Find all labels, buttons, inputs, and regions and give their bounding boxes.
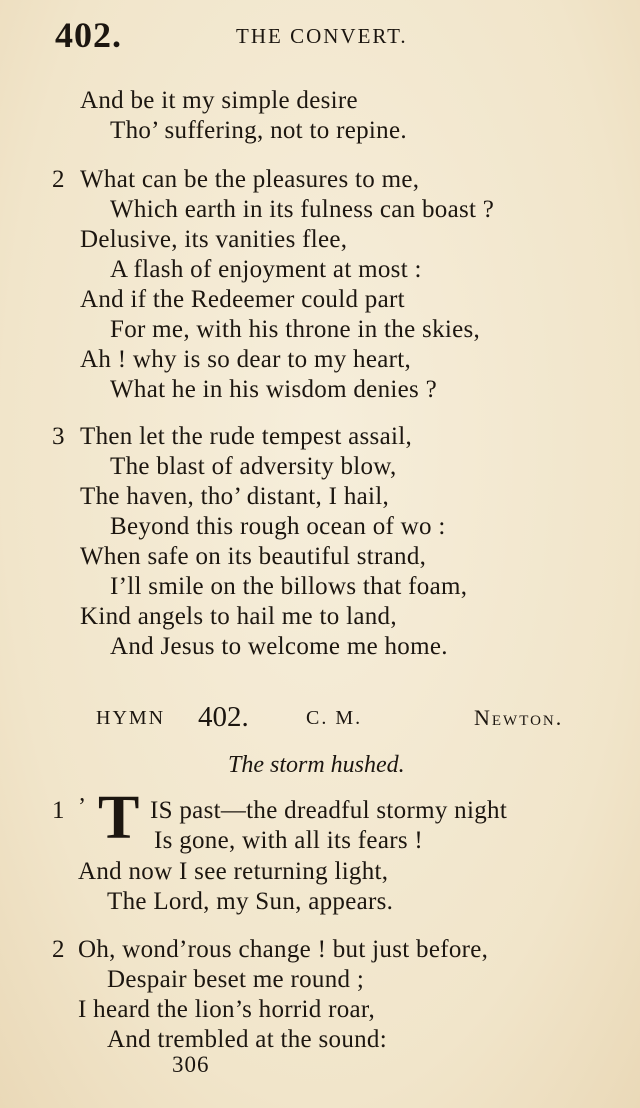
- verse-line: Ah ! why is so dear to my heart,: [80, 346, 412, 373]
- verse-line: I’ll smile on the billows that foam,: [110, 573, 468, 600]
- verse-line: And be it my simple desire: [80, 87, 358, 114]
- verse-line: The haven, tho’ distant, I hail,: [80, 483, 390, 510]
- hymn-number: 402.: [198, 701, 249, 733]
- verse-line: The Lord, my Sun, appears.: [107, 888, 394, 915]
- stanza-number: 3: [52, 423, 65, 450]
- verse-line: Delusive, its vanities flee,: [80, 226, 348, 253]
- hymn-author: Newton.: [474, 705, 564, 730]
- verse-line: Tho’ suffering, not to repine.: [110, 117, 407, 144]
- verse-line: What he in his wisdom denies ?: [110, 376, 437, 403]
- verse-line: When safe on its beautiful strand,: [80, 543, 427, 570]
- verse-line: Which earth in its fulness can boast ?: [110, 196, 495, 223]
- verse-line: The blast of adversity blow,: [110, 453, 397, 480]
- verse-line: I heard the lion’s horrid roar,: [78, 996, 376, 1023]
- verse-line: Kind angels to hail me to land,: [80, 603, 397, 630]
- hymn-label: HYMN: [96, 707, 166, 729]
- drop-cap-apostrophe: ’: [78, 794, 86, 820]
- stanza-number: 2: [52, 936, 65, 963]
- hymn-subtitle: The storm hushed.: [228, 752, 405, 778]
- verse-line: And Jesus to welcome me home.: [110, 633, 448, 660]
- verse-line: Oh, wond’rous change ! but just before,: [78, 936, 489, 963]
- verse-line: IS past—the dreadful stormy night: [150, 797, 508, 824]
- verse-line: For me, with his throne in the skies,: [110, 316, 481, 343]
- hymn-meter: C. M.: [306, 707, 363, 729]
- stanza-number: 1: [52, 797, 65, 824]
- drop-cap-letter: T: [98, 784, 140, 852]
- stanza-number: 2: [52, 166, 65, 193]
- signature-mark: 306: [172, 1052, 210, 1077]
- verse-line: A flash of enjoyment at most :: [110, 256, 422, 283]
- verse-line: Is gone, with all its fears !: [154, 827, 424, 854]
- page-number: 402.: [55, 15, 122, 55]
- verse-line: Beyond this rough ocean of wo :: [110, 513, 446, 540]
- verse-line: And trembled at the sound:: [107, 1026, 387, 1053]
- verse-line: And now I see returning light,: [78, 858, 389, 885]
- verse-line: Despair beset me round ;: [107, 966, 365, 993]
- verse-line: And if the Redeemer could part: [80, 286, 405, 313]
- verse-line: Then let the rude tempest assail,: [80, 423, 413, 450]
- verse-line: What can be the pleasures to me,: [80, 166, 420, 193]
- running-title: THE CONVERT.: [236, 24, 408, 48]
